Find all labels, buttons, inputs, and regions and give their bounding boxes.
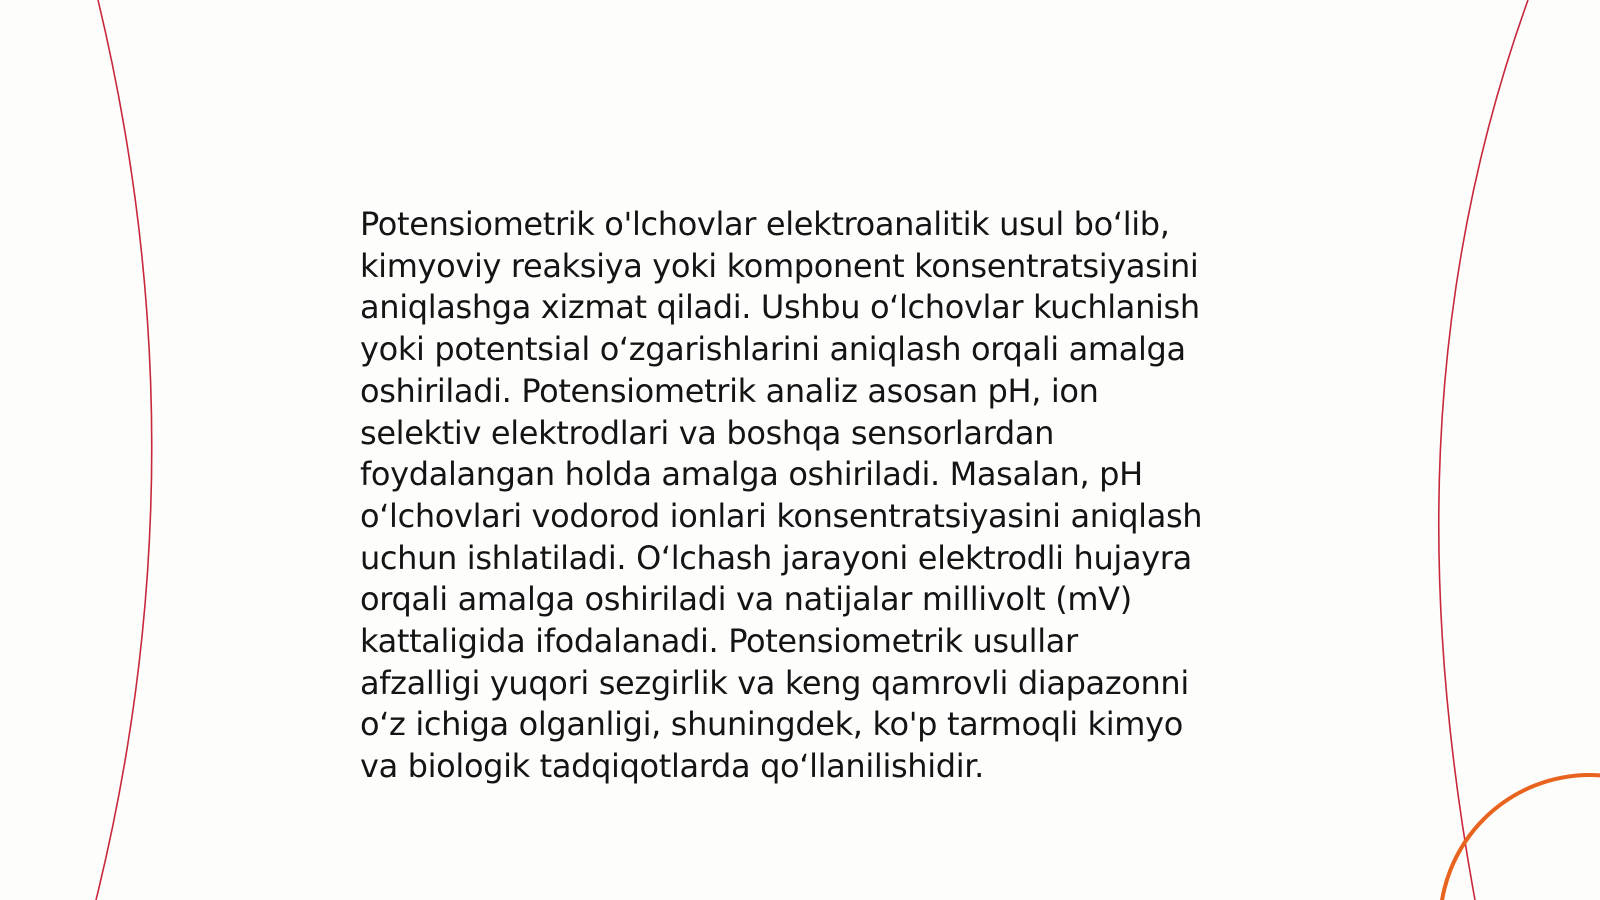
body-paragraph: Potensiometrik o'lchovlar elektroanalitik usul bo‘lib, kimyoviy reaksiya yoki komponent konsentratsiyasini aniqlashga xizmat qiladi. Ushbu o‘lchovlar kuchlanish yoki potentsial o‘zgarishlarini aniqlash orqali amalga oshiriladi. Potensiometrik analiz asosan pH, ion selektiv elektrodlari va boshqa sensorlardan foydalangan holda amalga oshiriladi. Masalan, pH o‘lchovlari vodorod ionlari konsentratsiyasini aniqlash uchun ishlatiladi. O‘lchash jarayoni elektrodli hujayra orqali amalga oshiriladi va natijalar millivolt (mV) kattaligida ifodalanadi. Potensiometrik usullar afzalligi yuqori sezgirlik va keng qamrovli diapazonni o‘z ichiga olganligi, shuningdek, ko'p tarmoqli kimyo va biologik tadqiqotlarda qo‘llanilishidir. [360,205,1203,786]
left-arc-line [96,0,152,900]
accent-circle [1440,775,1600,900]
right-arc-line [1439,0,1528,900]
